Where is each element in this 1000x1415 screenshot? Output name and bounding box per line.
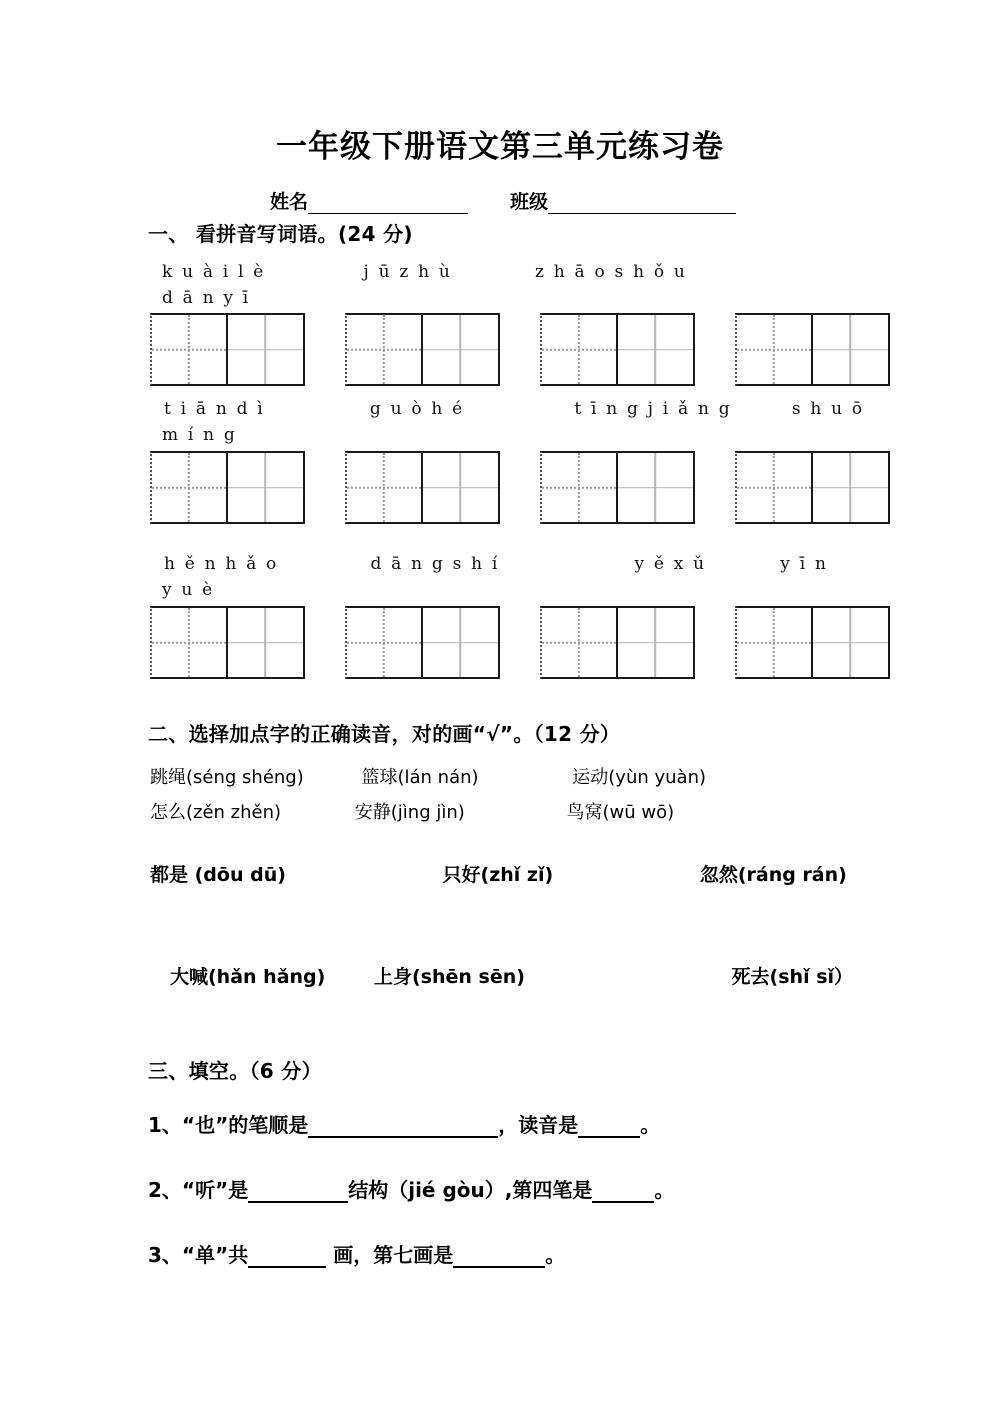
tianzige-box[interactable] [345, 606, 500, 679]
pronunciation-choice-item[interactable]: 跳绳(séng shéng) [150, 767, 304, 788]
pronunciation-choice-row-3 [150, 850, 895, 900]
pinyin-prompt: z h ā o s h ǒ u [535, 262, 688, 282]
pinyin-prompt: m í n g [162, 425, 237, 445]
tianzige-box[interactable] [735, 606, 890, 679]
answer-blank[interactable] [592, 1182, 654, 1203]
pinyin-prompt: h ě n h ǎ o [164, 554, 279, 574]
class-label: 班级 [510, 191, 549, 213]
writing-grid-row-1 [150, 313, 892, 386]
answer-blank[interactable] [248, 1247, 326, 1268]
pronunciation-choice-item[interactable]: 篮球(lán nán) [361, 767, 479, 788]
name-label: 姓名 [270, 191, 309, 213]
pronunciation-choice-item[interactable]: 死去(shǐ sǐ） [731, 966, 854, 988]
page-title: 一年级下册语文第三单元练习卷 [276, 129, 724, 165]
writing-grid-row-2 [150, 451, 892, 524]
pinyin-prompt-row-1 [150, 259, 892, 311]
fill-blank-item-1 [148, 1112, 893, 1138]
pronunciation-choice-item[interactable]: 都是 (dōu dū) [150, 864, 286, 886]
name-input-rule[interactable] [308, 196, 468, 214]
item-text: “单”共 [181, 1243, 249, 1267]
item-number: 1、 [148, 1113, 182, 1137]
item-text: “也”的笔顺是 [181, 1113, 309, 1137]
tianzige-box[interactable] [540, 606, 695, 679]
item-text: 结构（jié gòu）,第四笔是 [348, 1178, 593, 1202]
section-three-heading: 三、填空。（6 分） [148, 1059, 322, 1083]
tianzige-box[interactable] [345, 451, 500, 524]
pronunciation-choice-item[interactable]: 鸟窝(wū wō) [566, 802, 675, 823]
item-text: “听”是 [181, 1178, 249, 1202]
pronunciation-choice-item[interactable]: 只好(zhǐ zǐ) [442, 864, 554, 886]
pronunciation-choice-item[interactable]: 忽然(ráng rán) [699, 864, 847, 886]
section-one-heading: 一、 看拼音写词语。(24 分) [148, 222, 413, 246]
item-text: 。 [654, 1178, 675, 1202]
pinyin-prompt: d ā n g s h í [370, 554, 500, 574]
fill-blank-item-3 [148, 1242, 893, 1268]
pinyin-prompt: s h u ō [791, 399, 865, 419]
tianzige-box[interactable] [735, 451, 890, 524]
answer-blank[interactable] [453, 1247, 545, 1268]
pinyin-prompt: j ū z h ù [363, 262, 453, 282]
pronunciation-choice-item[interactable]: 大喊(hǎn hǎng) [170, 966, 326, 988]
item-text: ，读音是 [498, 1113, 579, 1137]
pronunciation-choice-row-2 [150, 798, 895, 824]
pinyin-prompt: g u ò h é [369, 399, 465, 419]
pinyin-prompt: t ī n g j i ǎ n g [574, 399, 732, 419]
tianzige-box[interactable] [150, 451, 305, 524]
pinyin-prompt: k u à i l è [162, 262, 266, 282]
pronunciation-choice-row-4 [150, 952, 895, 1002]
answer-blank[interactable] [578, 1117, 640, 1138]
tianzige-box[interactable] [735, 313, 890, 386]
tianzige-box[interactable] [540, 451, 695, 524]
writing-grid-row-3 [150, 606, 892, 679]
pinyin-prompt: d ā n y ī [162, 288, 251, 308]
answer-blank[interactable] [308, 1117, 498, 1138]
tianzige-box[interactable] [150, 606, 305, 679]
answer-blank[interactable] [248, 1182, 348, 1203]
pinyin-prompt-row-3 [150, 551, 892, 603]
section-two-heading: 二、选择加点字的正确读音，对的画“√”。（12 分） [148, 722, 621, 746]
tianzige-box[interactable] [345, 313, 500, 386]
student-info-line [270, 186, 890, 214]
pinyin-prompt: y ě x ǔ [634, 554, 707, 574]
pinyin-prompt: t i ā n d ì [164, 399, 265, 419]
fill-blank-item-2 [148, 1177, 893, 1203]
item-number: 2、 [148, 1178, 182, 1202]
tianzige-box[interactable] [540, 313, 695, 386]
item-text: 。 [640, 1113, 661, 1137]
tianzige-box[interactable] [150, 313, 305, 386]
pronunciation-choice-item[interactable]: 运动(yùn yuàn) [572, 767, 707, 788]
pronunciation-choice-item[interactable]: 怎么(zěn zhěn) [150, 802, 282, 823]
pinyin-prompt: y ī n [780, 554, 829, 574]
pronunciation-choice-row-1 [150, 763, 895, 789]
item-number: 3、 [148, 1243, 182, 1267]
class-input-rule[interactable] [548, 196, 736, 214]
item-text: 画，第七画是 [333, 1243, 454, 1267]
pronunciation-choice-item[interactable]: 安静(jìng jìn) [354, 802, 465, 823]
pinyin-prompt: y u è [162, 580, 215, 600]
pronunciation-choice-item[interactable]: 上身(shēn sēn) [373, 966, 525, 988]
item-text: 。 [545, 1243, 566, 1267]
pinyin-prompt-row-2 [150, 396, 892, 448]
